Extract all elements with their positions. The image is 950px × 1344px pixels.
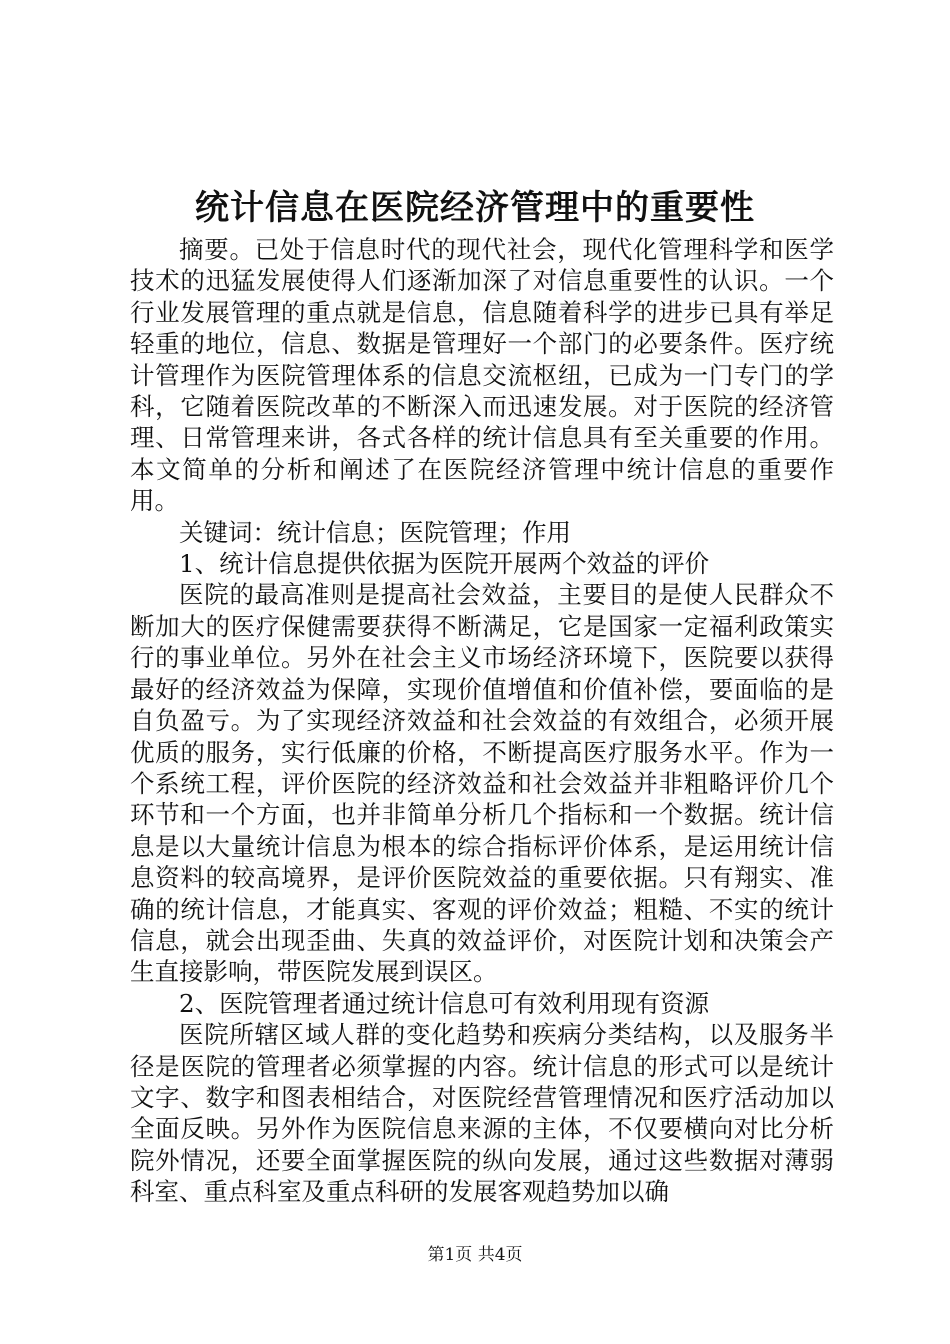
page-number-footer: 第1页 共4页 <box>427 1245 523 1265</box>
document-body <box>130 234 834 1208</box>
keywords-paragraph: 关键词：统计信息；医院管理；作用 <box>179 517 571 547</box>
body-paragraph: 医院的最高准则是提高社会效益，主要目的是使人民群众不断加大的医疗保健需要获得不断满足，它是国家一定福利政策实行的事业单位。另外在社会主义市场经济环境下，医院要以获得最好的经济效益为保障，实现价值增值和价值补偿，要面临的是自负盈亏。为了实现经济效益和社会效益的有效组合，必须开展优质的服务，实行低廉的价格，不断提高医疗服务水平。作为一个系统工程，评价医院的经济效益和社会效益并非粗略评价几个环节和一个方面，也并非简单分析几个指标和一个数据。统计信息是以大量统计信息为根本的综合指标评价体系，是运用统计信息资料的较高境界，是评价医院效益的重要依据。只有翔实、准确的统计信息，才能真实、客观的评价效益；粗糙、不实的统计信息，就会出现歪曲、失真的效益评价，对医院计划和决策会产生直接影响，带医院发展到误区。 <box>130 580 834 987</box>
section-heading-1: 1、统计信息提供依据为医院开展两个效益的评价 <box>179 549 710 579</box>
section-heading-2: 2、医院管理者通过统计信息可有效利用现有资源 <box>179 988 710 1018</box>
body-paragraph: 医院所辖区域人群的变化趋势和疾病分类结构，以及服务半径是医院的管理者必须掌握的内容。统计信息的形式可以是统计文字、数字和图表相结合，对医院经营管理情况和医疗活动加以全面反映。另外作为医院信息来源的主体，不仅要横向对比分析院外情况，还要全面掌握医院的纵向发展，通过这些数据对薄弱科室、重点科室及重点科研的发展客观趋势加以确 <box>130 1020 834 1207</box>
abstract-paragraph: 摘要。已处于信息时代的现代社会，现代化管理科学和医学技术的迅猛发展使得人们逐渐加深了对信息重要性的认识。一个行业发展管理的重点就是信息，信息随着科学的进步已具有举足轻重的地位，信息、数据是管理好一个部门的必要条件。医疗统计管理作为医院管理体系的信息交流枢纽，已成为一门专门的学科，它随着医院改革的不断深入而迅速发展。对于医院的经济管理、日常管理来讲，各式各样的统计信息具有至关重要的作用。本文简单的分析和阐述了在医院经济管理中统计信息的重要作用。 <box>130 235 834 516</box>
document-title: 统计信息在医院经济管理中的重要性 <box>195 188 755 228</box>
